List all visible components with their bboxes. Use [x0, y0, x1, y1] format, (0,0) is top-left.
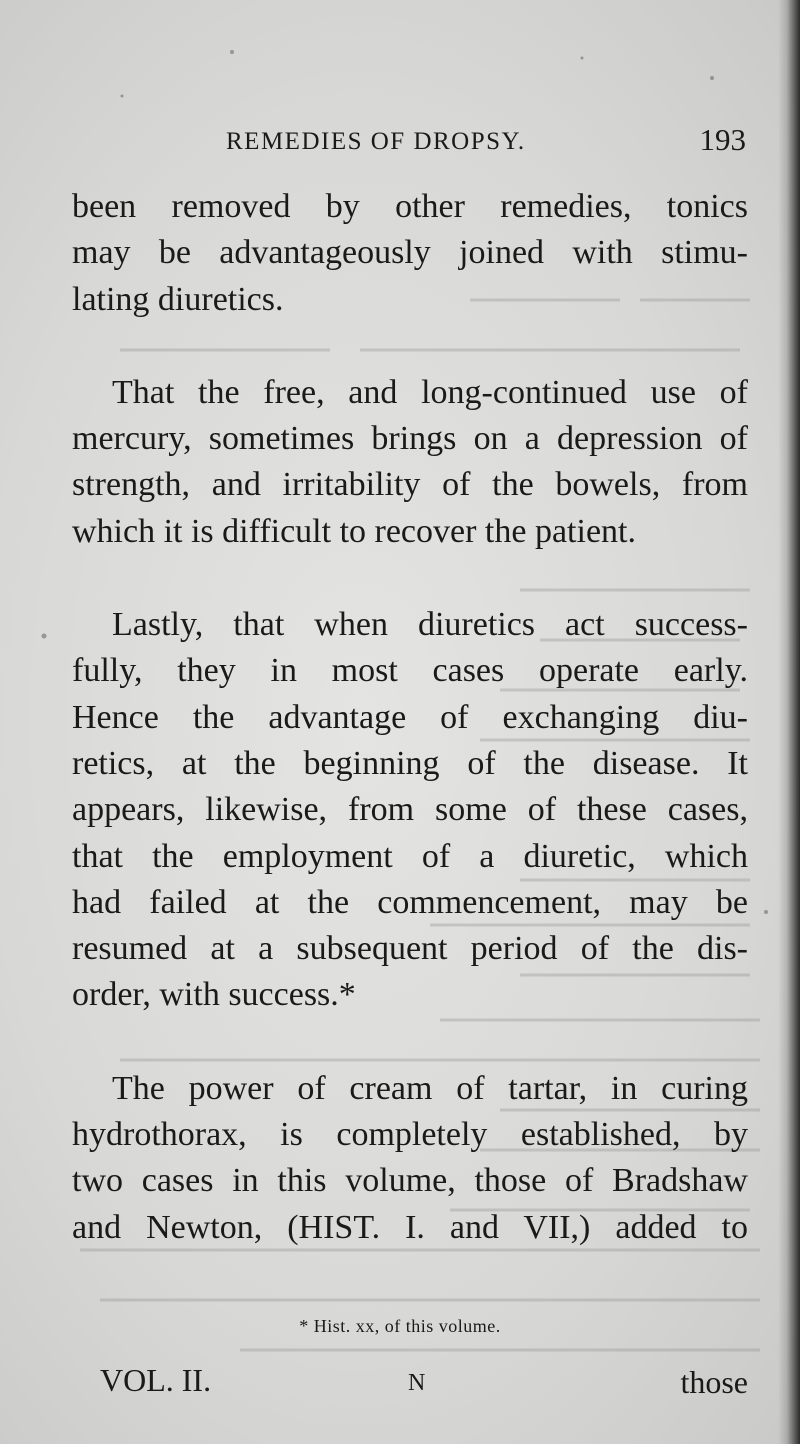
text-line: which it is difficult to recover the patient.	[72, 512, 636, 550]
running-title: REMEDIES OF DROPSY.	[226, 128, 526, 155]
text-line: That the free, and long-continued use of	[112, 373, 748, 411]
volume-signature: VOL. II.	[100, 1362, 212, 1398]
text-line: fully, they in most cases operate early.	[72, 652, 748, 690]
text-line: may be advantageously joined with stimu-	[72, 234, 748, 272]
text-line: The power of cream of tartar, in curing	[112, 1069, 748, 1107]
text-line: lating diuretics.	[72, 280, 284, 318]
body-text	[72, 184, 748, 1251]
text-line: hydrothorax, is completely established, by	[72, 1116, 748, 1154]
catchword: those	[680, 1364, 748, 1400]
text-line: two cases in this volume, those of Bradshaw	[72, 1162, 748, 1200]
paragraph	[72, 184, 748, 323]
paragraph	[72, 1066, 748, 1251]
text-line: Hence the advantage of exchanging diu-	[72, 698, 748, 736]
text-line: order, with success.*	[72, 976, 356, 1014]
text-line: had failed at the commencement, may be	[72, 883, 748, 921]
paragraph	[72, 602, 748, 1019]
paragraph-gap	[72, 1019, 748, 1066]
paragraph-gap	[72, 323, 748, 370]
paragraph	[72, 370, 748, 555]
text-line: resumed at a subsequent period of the dis-	[72, 930, 748, 968]
page-edge-shadow	[778, 0, 800, 1444]
text-line: strength, and irritability of the bowels, from	[72, 466, 748, 504]
paragraph-gap	[72, 555, 748, 602]
page-footer	[0, 1362, 800, 1406]
page-number: 193	[699, 122, 746, 157]
text-line: mercury, sometimes brings on a depression of	[72, 420, 748, 458]
text-line: Lastly, that when diuretics act success-	[112, 606, 748, 644]
page-header	[0, 122, 800, 166]
footnote: * Hist. xx, of this volume.	[299, 1316, 501, 1336]
text-line: been removed by other remedies, tonics	[72, 188, 748, 225]
text-line: retics, at the beginning of the disease. It	[72, 744, 748, 782]
text-line: and Newton, (HIST. I. and VII,) added to	[72, 1208, 748, 1246]
text-line: that the employment of a diuretic, which	[72, 837, 748, 875]
signature-mark: N	[408, 1370, 426, 1396]
text-line: appears, likewise, from some of these cases,	[72, 791, 748, 829]
